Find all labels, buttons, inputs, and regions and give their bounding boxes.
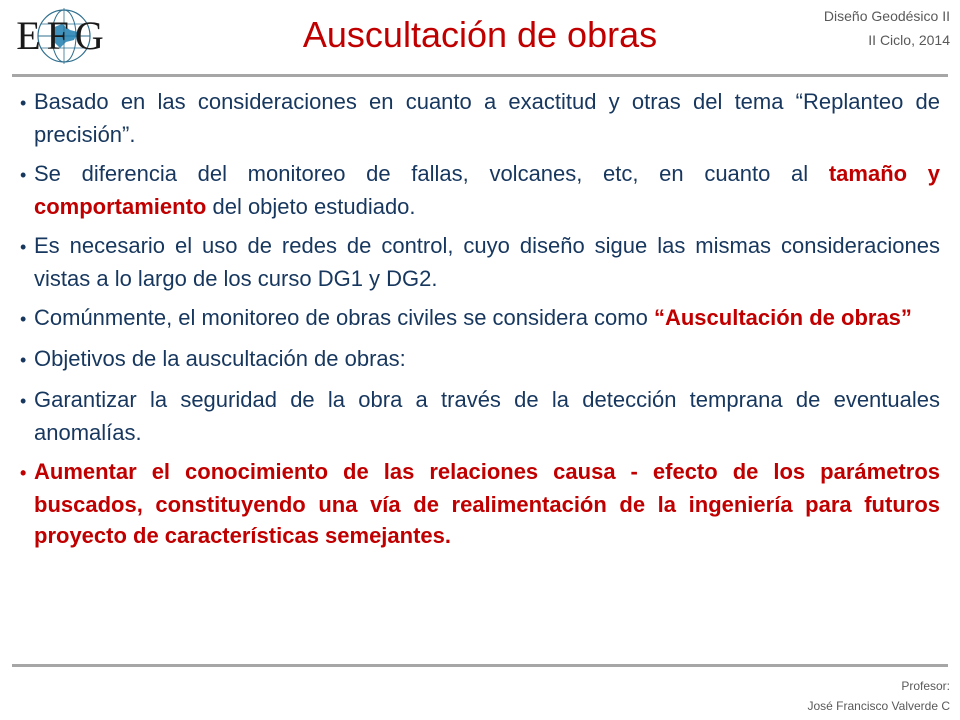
professor-name: José Francisco Valverde C (807, 699, 950, 713)
bullet-icon: • (20, 350, 27, 370)
course-term: II Ciclo, 2014 (868, 32, 950, 48)
course-info (824, 4, 950, 52)
emphasis-text: tamaño y comportamiento (34, 161, 940, 219)
bullet-icon: • (20, 391, 27, 411)
bullet-icon: • (20, 463, 27, 483)
bullet-icon: • (20, 309, 27, 329)
emphasis-text: “Auscultación de obras” (653, 305, 912, 330)
list-item: • Aumentar el conocimiento de las relaciones causa - efecto de los parámetros buscados, constituyendo una vía de realimentación de la ingeniería para futuros proyecto de características semejantes. (20, 459, 940, 548)
list-item: • Se diferencia del monitoreo de fallas, volcanes, etc, en cuanto al tamaño y comportamiento del objeto estudiado. (20, 161, 940, 219)
top-divider (12, 74, 948, 77)
list-item: • Comúnmente, el monitoreo de obras civiles se considera como “Auscultación de obras” (20, 302, 940, 335)
bullet-icon: • (20, 237, 27, 257)
bullet-icon: • (20, 93, 27, 113)
bullet-icon: • (20, 165, 27, 185)
list-item: • Basado en las consideraciones en cuanto a exactitud y otras del tema “Replanteo de precisión”. (20, 89, 940, 147)
list-item: • Objetivos de la auscultación de obras: (20, 343, 940, 376)
bottom-divider (12, 664, 948, 667)
bullet-list (20, 86, 940, 559)
logo-text: EFG (16, 13, 110, 58)
page-title: Auscultación de obras (302, 14, 658, 55)
professor-label: Profesor: (901, 679, 950, 693)
list-item: • Es necesario el uso de redes de control, cuyo diseño sigue las mismas consideraciones vistas a lo largo de los curso DG1 y DG2. (20, 233, 940, 291)
list-item: • Garantizar la seguridad de la obra a través de la detección temprana de eventuales anomalías. (20, 387, 940, 445)
course-name: Diseño Geodésico II (823, 8, 950, 24)
professor-info (808, 676, 951, 716)
